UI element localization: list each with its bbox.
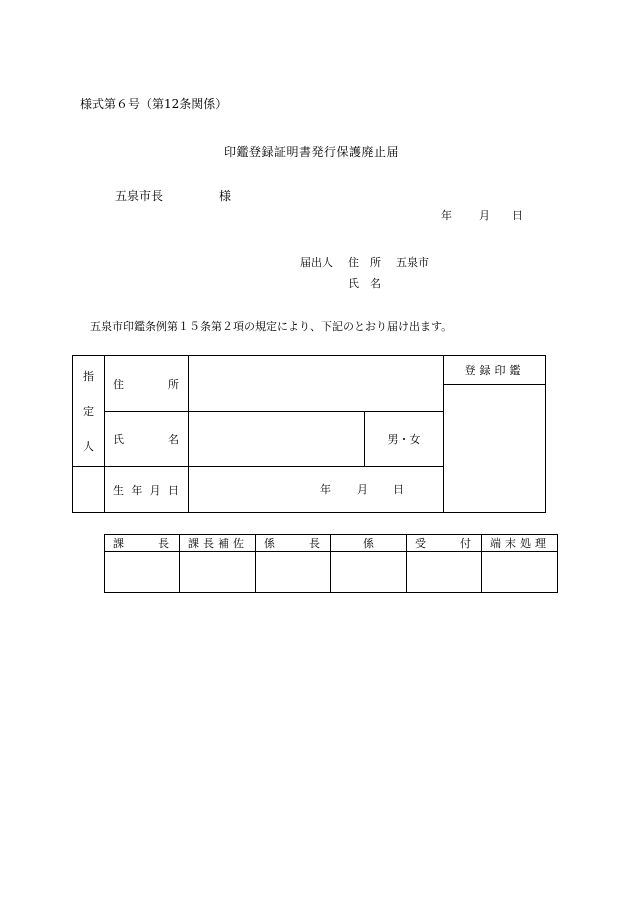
approval-stamp-box[interactable]	[331, 552, 407, 593]
birthdate-label: 生年月日	[113, 483, 179, 497]
approval-header-section-chief: 課長	[105, 535, 180, 552]
gender-cell[interactable]	[365, 412, 444, 467]
seal-impression-box[interactable]	[444, 385, 546, 513]
birth-month-label: 月	[357, 482, 368, 496]
approval-stamp-box[interactable]	[180, 552, 256, 593]
gender-options: 男・女	[387, 433, 421, 446]
addressee-honorific: 様	[219, 189, 232, 203]
approval-header-subsection-chief: 係長	[256, 535, 331, 552]
approval-header-terminal-processing: 端末処理	[482, 535, 558, 552]
form-title: 印鑑登録証明書発行保護廃止届	[224, 145, 400, 159]
approval-stamp-box[interactable]	[256, 552, 331, 593]
statement-text: 五泉市印鑑条例第１５条第２項の規定により、下記のとおり届け出ます。	[90, 320, 453, 333]
form-number: 様式第６号（第12条関係）	[80, 97, 228, 111]
date-month: 月	[479, 209, 490, 222]
birth-year-label: 年	[320, 482, 331, 496]
approval-stamp-box[interactable]	[407, 552, 482, 593]
address-label-cell	[105, 356, 189, 412]
approval-stamp-box[interactable]	[105, 552, 180, 593]
birthdate-label-cell	[105, 467, 189, 513]
approval-header-staff: 係	[331, 535, 407, 552]
side-char-1: 指	[83, 370, 94, 383]
name-label: 氏名	[113, 433, 179, 446]
name-input-cell[interactable]	[189, 412, 365, 467]
side-char-2: 定	[83, 405, 94, 418]
notifier-label: 届出人	[300, 256, 333, 269]
approval-table	[104, 534, 558, 593]
approval-header-reception: 受付	[407, 535, 482, 552]
designated-person-table	[72, 355, 546, 513]
birthdate-input-cell[interactable]	[189, 467, 444, 513]
notifier-name-label: 氏 名	[348, 277, 381, 290]
notifier-address-label: 住 所	[348, 256, 381, 269]
address-input-cell[interactable]	[189, 356, 444, 412]
address-label: 住所	[113, 377, 179, 391]
date-day: 日	[512, 209, 523, 222]
side-label-bottom	[73, 467, 105, 513]
seal-label-cell	[444, 356, 546, 385]
seal-label: 登録印鑑	[464, 364, 525, 377]
date-year: 年	[441, 209, 452, 222]
approval-header-deputy-chief: 課長補佐	[180, 535, 256, 552]
addressee-name: 五泉市長	[115, 189, 164, 203]
name-label-cell	[105, 412, 189, 467]
birth-day-label: 日	[393, 482, 404, 496]
approval-stamp-box[interactable]	[482, 552, 558, 593]
designated-person-side-label	[73, 356, 105, 467]
side-char-3: 人	[83, 440, 94, 453]
notifier-address-value: 五泉市	[396, 256, 429, 269]
